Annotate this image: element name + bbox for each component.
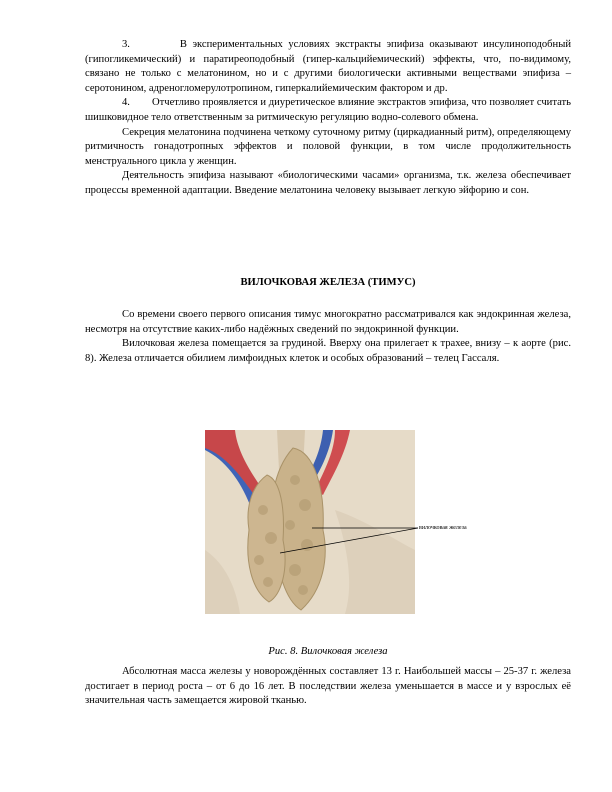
section-heading: ВИЛОЧКОВАЯ ЖЕЛЕЗА (ТИМУС) bbox=[240, 277, 416, 288]
paragraph: 3. В экспериментальных условиях экстракты эпифиза оказывают инсулиноподобный (гипогликемический) и паратиреоподобный (гипер-кальцийемический) эффекты, что, по-видимому, связано не только с мелатонином, но и с другими биологически активными веществами эпифиза – серотонином, адреногломерулотропином, гиперкалийемическим фактором и др. bbox=[85, 39, 571, 94]
bottom-text-section bbox=[85, 665, 571, 709]
paragraph: Секреция мелатонина подчинена четкому суточному ритму (циркадианный ритм), определяющему ритмичность гонадотропных эффектов и половой функции, в том числе продолжительность менструального цикла у женщин. bbox=[85, 126, 571, 167]
paragraph: 4. Отчетливо проявляется и диуретическое влияние экстрактов эпифиза, что позволяет считать шишковидное тело ответственным за ритмическую регуляцию водно-солевого обмена. bbox=[85, 97, 571, 123]
figure-caption: Рис. 8. Вилочковая железа bbox=[268, 646, 388, 657]
paragraph: Со времени своего первого описания тимус многократно рассматривался как эндокринная железа, несмотря на отсутствие каких-либо надёжных сведений по эндокринной функции. bbox=[85, 309, 571, 335]
paragraph: Абсолютная масса железы у новорождённых составляет 13 г. Наибольшей массы – 25-37 г. железа достигает в период роста – от 6 до 16 лет. В последствии железа уменьшается в массе и у взрослых её значительная часть замещается жировой тканью. bbox=[85, 666, 571, 707]
paragraph: Деятельность эпифиза называют «биологическими часами» организма, т.к. железа обеспечивает процессы временной адаптации. Введение мелатонина человеку вызывает легкую эйфорию и сон. bbox=[85, 170, 571, 196]
paragraph: Вилочковая железа помещается за грудиной. Вверху она прилегает к трахее, внизу – к аорте (рис. 8). Железа отличается обилием лимфоидных клеток и особых образований – телец Гассаля. bbox=[85, 338, 571, 364]
figure-label: вилочковая железа bbox=[419, 525, 467, 531]
